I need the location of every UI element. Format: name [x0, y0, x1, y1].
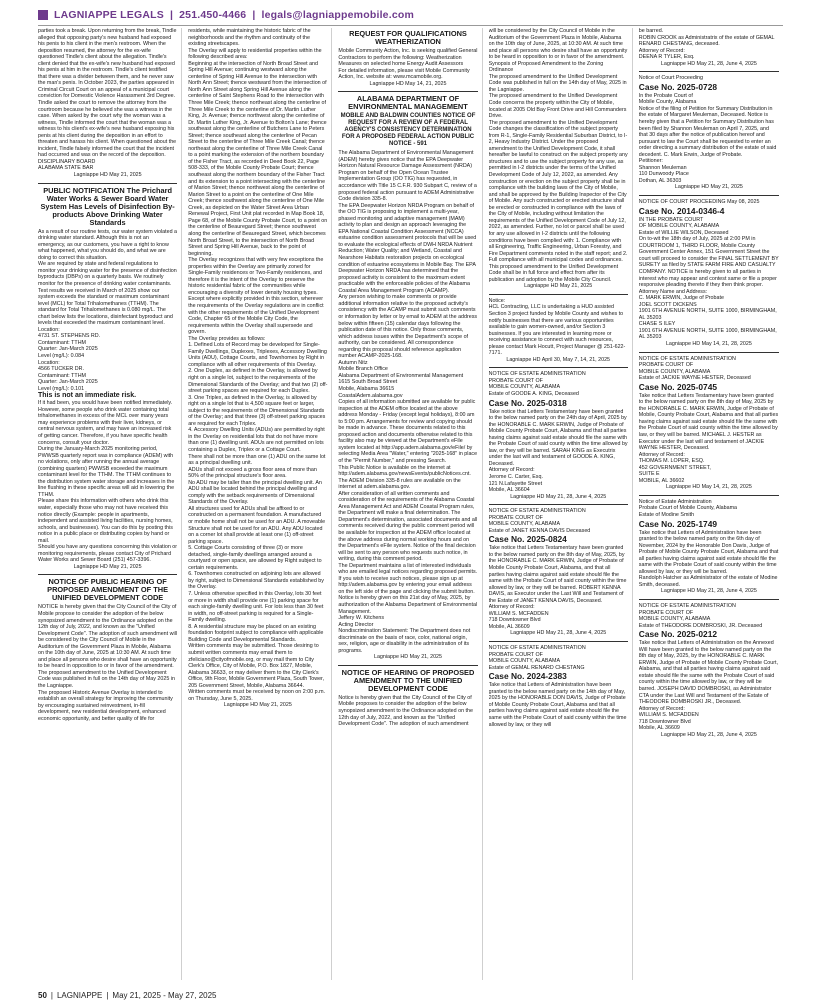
case-number: Case No. 2025-1749 [638, 518, 718, 529]
notice-paragraph: 8. A residential structure may be placed on an existing foundation footprint subject to compliance with applicable Building Code and Developmental Standards. [188, 623, 324, 643]
notice-divider [338, 91, 477, 92]
notice-bold-lead: This is not an immediate risk. [38, 392, 137, 400]
notice-paragraph: The Alabama Department of Environmental Management (ADEM) hereby gives notice that the EPA Deepwater Horizon Natural Resource Damage Assessment (NRDA) Program on behalf of the Open Ocean Trustee Implementation Group (OO TIG) has requested, in accordance with Title 15 C.F.R. 930 Subpart C, review of a proposed federal action pursuant to ADEM Administrative Code division 335-8. [338, 150, 477, 203]
notice-paragraph: Notice is hereby given that the City Council of the City of Mobile proposes to consider the adoption of the below synopsized amendment to the Ordinance adopted on the 12th day of July, 2022, and known as the "Unified Development Code". The adoption of such amendment [338, 694, 473, 728]
notice-paragraph: Shannon Meuleman [638, 164, 687, 171]
notice-paragraph: Written comments may be submitted. Those desiring to submit written comments may email them to zfeliciano@cityofmobile.org, or may mail them to City Clerk's Office, City of Mobile, P.O. Box 1827, Mobile, Alabama 36633, or may deliver them to the City Clerk's Office, 9th Floor, Mobile Government Plaza, South Tower, 205 Government Street, Mobile, Alabama 36644. [188, 643, 325, 689]
notice-paragraph: WILLIAM S. MCFADDEN [638, 712, 699, 719]
notice-signoff: Lagniappe HD May 21, 2025 [73, 563, 142, 570]
notice-signoff: Lagniappe HD May 21, 28, June 4, 2025 [660, 60, 757, 67]
notice-paragraph: Dothan, AL 36303 [638, 177, 682, 184]
notice-paragraph: 7. Unless otherwise specified in this Overlay, lots 30 feet or more in width shall provide one (1) parking space for each single-family dwelling unit. For lots less than 30 feet in width, no off-street parking is required for a Single-Family dwelling. [188, 591, 324, 624]
notice-paragraph: Mobile, Alabama 36615 [338, 385, 395, 392]
notice-paragraph: 6. Townhomes constructed on adjoining lots are allowed by right, subject to Dimensional Standards established by the Overlay. [188, 571, 324, 591]
notice-paragraph: Acting Director [338, 621, 374, 628]
notice-paragraph: As a result of our routine tests, our water system violated a drinking water standard. Although this is not an emergency, as our customers, you have a right to know what happened, what you should do, and what we are doing to correct this situation. [38, 228, 178, 261]
legal-notice [639, 499, 779, 595]
notice-paragraph: NOTICE OF ESTATE ADMINISTRATION [638, 355, 736, 362]
notice-divider [338, 665, 477, 666]
notice-paragraph: Location: [38, 326, 60, 333]
notice-divider [489, 294, 628, 295]
header-email-link[interactable]: legals@lagniappemobile.com [261, 8, 415, 21]
notice-paragraph: Contaminant: TTHM [38, 372, 87, 379]
notice-paragraph: DEENA R TYLER, Esq. [638, 54, 695, 61]
notice-paragraph: PROBATE COURT OF [638, 609, 694, 616]
notice-heading: ALABAMA DEPARTMENT OF ENVIRONMENTAL MANAGEMENT [348, 94, 468, 112]
notice-paragraph: ADUs shall not exceed a gross floor area of more than 50% of the principal structure's floor area. [188, 466, 317, 480]
notice-signoff: Lagniappe HD May 21, 2025 [674, 184, 743, 191]
notice-signoff: Lagniappe HD May 21, 28, June 4, 2025 [510, 630, 607, 637]
legal-notice [489, 298, 628, 363]
notice-paragraph: Contaminant: TTHM [38, 339, 87, 346]
notice-divider [489, 504, 628, 505]
notice-signoff: Lagniappe HD May 14, 21, 28, 2025 [665, 484, 752, 491]
notice-divider [639, 599, 779, 600]
notice-paragraph: Alabama Department of Environmental Management [338, 372, 464, 379]
notice-paragraph: C. MARK ERWIN, Judge of Probate [638, 295, 724, 302]
notice-paragraph: 1901 6TH AVENUE NORTH, SUITE 1000, BIRMINGHAM, AL 35203 [638, 327, 777, 341]
notice-paragraph: CHASE S ILEY [638, 321, 676, 328]
notice-paragraph: Beginning at the intersection of North Broad Street and Spring Hill Avenue; continuing westward along the centerline of Spring Hill Avenue to the intersection with North Ann Street; thence westward from the intersection of North Ann Street along Spring Hill Avenue along the centerline of Saint Stephens Road to the intersection with Three Mile Creek; thence northeast along the centerline of Three Mile Creek to the centerline of Dr. Martin Luther King, Jr. Avenue; thence northwest along the centerline of Dr. Martin Luther King, Jr. Avenue to Bolton's Lane; thence southeast along the centerline of Butchers Lane to Peters Street; thence southeast along the centerline of Pecan Street to the centerline of Three Mile Creek Canal; thence northeast along the centerline of Three Mile Creek Canal to a point marking the extension of the northern boundary of the Fisher Tract, as recorded in Deed Book 22, Page 508-333, of the Mobile County Probate Court; thence southeast along the northern boundary of the Fisher Tract and its extension to a point intersecting with the centerline of Marion Street; thence northwest along the centerline of Marion Street to a point on the centerline of One Mile Creek; thence southwest along the centerline of One Mile Creek, as depicted on the Water Street Area Urban Renewal Project, First Unit plat recorded in Map Book 18, Page 68, of the Mobile County Probate Court, to a point on the centerline of Beauregard Street; thence southwest along the centerline of Beauregard Street, which becomes North Broad Street, to the intersection of North Broad Street and Spring Hill Avenue, back to the point of beginning. [188, 60, 328, 257]
notice-paragraph: 4. Accessory Dwelling Units (ADUs) are permitted by right in the Overlay on residential lots that do not have more than one (1) dwelling unit. ADUs are not permitted on lots containing a Duplex, Triplex or a Cottage Court. [188, 427, 325, 453]
notice-paragraph: Level (mg/L): 0.084 [38, 352, 85, 359]
notice-paragraph: Jeffery W. Kitchens [338, 615, 385, 622]
notice-signoff: Lagniappe HD April 30, May 7, 14, 21, 2025 [506, 356, 611, 363]
notice-paragraph: 3. One Triplex, as defined in the Overlay, is allowed by right on a single lot that is 4,500 square feet or larger, subject to the requirements of the Dimensional Standards of the Overlay; and that three (3) off-street parking spaces are required for each Triplex. [188, 394, 326, 427]
notice-paragraph: Probate Court of Mobile County, Alabama [638, 505, 738, 512]
footer-dates: May 21, 2025 - May 27, 2025 [112, 990, 217, 1000]
notice-paragraph: JOEL SCOTT DICKENS [638, 301, 697, 308]
notice-paragraph: After consideration of all written comments and consideration of the requirements of the Alabama Coastal Area Management Act and ADEM Coastal Program rules, the Department will make a final determination. The Department's determination, associated documents and all comments received during the public comment period will be available for inspection at the ADEM office located at the above address during normal working hours and on the Department's eFile system. Notice of the final decision will be sent to any person who requests such notice, in writing, during this comment period. [338, 490, 478, 563]
notice-paragraph: WILLIAM S. MCFADDEN [488, 610, 549, 617]
notice-signoff: Lagniappe HD May 14, 21, 2025 [369, 80, 447, 87]
notice-paragraph: will be considered by the City Council of Mobile in the Auditorium of the Government Plaza in Mobile, Alabama on the 10th day of June, 2025, at 10:30 AM. At such time and place all persons who desire shall have an opportunity to be heard in opposition to or in favor of the amendment. [488, 28, 628, 61]
case-number: Case No. 2025-0318 [488, 397, 567, 408]
notice-paragraph: PROBATE COURT OF [488, 514, 543, 521]
notice-heading: NOTICE OF PUBLIC HEARING OF PROPOSED AMENDMENT OF THE UNIFIED DEVELOPMENT CODE [47, 577, 169, 603]
notice-paragraph: Take notice that Letters Testamentary have been granted to the below named party on the 24th day of April, 2025 by the HONORABLE C. MARK ERWIN, Judge of Probate of Mobile County Probate Court, Alabama and that all parties having claims against said estate should file the same with the Probate Court of said county within the time allowed by law, or they will be barred. SARAH KING as Executrix under the last will and testament of GOODE A. KING, Deceased. [488, 408, 628, 467]
notice-paragraph: Autumn Nitz [338, 359, 368, 366]
footer-separator: | [106, 990, 109, 1000]
notice-paragraph: SUITE E [638, 471, 660, 478]
notice-paragraph: 4731 ST. STEPHENS RD. [38, 333, 101, 340]
notice-paragraph: CoastalAdem.alabama.gov [338, 392, 403, 399]
legal-notice [188, 28, 327, 709]
notice-column [188, 28, 332, 980]
notice-paragraph: The proposed amendment to the Unified Development Code was published in full on the 14th day of May, 2025 in the Lagniappe. [488, 73, 627, 93]
case-number: Case No. 2025-0824 [488, 534, 567, 545]
notice-divider [38, 183, 177, 184]
notice-paragraph: 1615 South Broad Street [338, 379, 398, 386]
notice-paragraph: Estate of THEODORE DOMBROSKI, JR. Deceased [638, 622, 763, 629]
header-separator: | [252, 8, 256, 21]
notice-paragraph: NOTICE OF ESTATE ADMINISTRATION [488, 645, 586, 652]
notice-paragraph: parties took a break. Upon returning from the break, Tindle alleged that opposing party's new husband had exposed his penis to his client in the men's restroom. When the deposition resumed, the attorney for the ex-wife questioned Tindle's client about the allegation. Tindle's client denied that the ex-wife's new husband had exposed his penis at him in the restroom. Tindle's client testified that there was a divider between them, and he never saw the man's penis. In October 2023, the parties appeared in Criminal Circuit Court on an appeal of a municipal court conviction for Domestic Violence Harassment 3rd Degree. Tindle asked the court to remove the attorney from the courtroom because he believed she was a witness in the case. When asked by the court why the woman was a witness, Tindle informed the court that the woman was a witness to his client's ex-wife's new husband exposing his penis at his client during the deposition in an effort to threaten and harass his client. When questioned about the incident, Tindle falsely informed the court that the incident had occurred and was on the record of the deposition. [38, 28, 177, 159]
notice-paragraph: NOTICE OF ESTATE ADMINISTRATION [488, 508, 586, 515]
notice-subheading: MOBILE AND BALDWIN COUNTIES NOTICE OF REQUEST FOR A REVIEW OF A FEDERAL AGENCY'S CONSISTENCY DETERMINATION FOR A PROPOSED FEDERAL ACTION PUBLIC NOTICE - 591 [340, 113, 476, 148]
notice-paragraph: Written comments must be received by noon on 2:00 p.m. on Thursday, June 5, 2025. [188, 689, 326, 702]
notice-paragraph: Estate of JACKIE WAYNE HESTER, Deceased [638, 375, 751, 382]
legal-notice [38, 28, 177, 179]
notice-signoff: Lagniappe HD May 21, 28, June 4, 2025 [660, 588, 757, 595]
legal-notice [639, 199, 779, 347]
notice-paragraph: NOTICE is hereby given that the City Council of the City of Mobile propose to consider the adoption of the below synopsized amendment to the Ordinance adopted on the 12th day of July, 2022, and known as the "Unified Development Code". The adoption of such amendment will be considered by the City Council of Mobile in the Auditorium of the Government Plaza in Mobile, Alabama on the 10th day of June, 2025 at 10:30 AM. At such time and place all persons who desire shall have an opportunity to be heard in opposition to or in favor of the amendment. [38, 604, 178, 670]
legal-notice [38, 578, 177, 722]
section-title: LAGNIAPPE LEGALS [54, 8, 164, 21]
notice-paragraph: ALABAMA STATE BAR [38, 165, 94, 172]
notice-paragraph: 718 Downtowner Blvd [488, 617, 541, 624]
legal-notice [639, 603, 779, 738]
notice-paragraph: The Overlay will apply to residential properties within the following described area: [188, 47, 322, 61]
notice-paragraph: For detailed information, please visit Mobile Community Action, Inc. website at: www.mcamobile.org. [338, 67, 470, 81]
notice-paragraph: DISCIPLINARY BOARD [38, 158, 96, 165]
notice-paragraph: be barred. [638, 28, 664, 34]
legal-notice [639, 356, 779, 491]
notice-signoff: Lagniappe HD May 21, 2025 [373, 654, 442, 661]
notice-paragraph: 110 Dunwoody Place [638, 171, 689, 178]
notice-paragraph: Notice of the filing of Petition for Summary Distribution in the estate of Margaret Meuleman, Deceased. Notice is hereby given that a Petition for Summary Distribution has been filed by Shannon Meuleman on April 7, 2025, and that 30 days after the notice of publication hereof and pursuant to law the Court shall be requested to enter an order directing a summary distribution of the estate of said decedent. C. Mark Erwin, Judge of Probate. [638, 105, 777, 158]
legal-notice [338, 669, 477, 728]
notice-paragraph: The Department maintains a list of interested individuals who are emailed legal notices regarding proposed permits. If you wish to receive such notices, please sign up at http://adem.alabama.gov by entering your email address on the left side of the page and clicking the submit button. [338, 562, 478, 595]
notice-paragraph: Should you have any questions concerning this violation or monitoring requirements, please contact City of Prichard Water Works and Sewer Board (251) 457-3396. [38, 544, 178, 564]
header-rule [38, 25, 783, 26]
notice-paragraph: NOTICE OF COURT PROCEEDING May 08, 2025 [638, 199, 760, 206]
notice-paragraph: We are required by state and federal regulations to monitor your drinking water for the presence of disinfection byproducts (DBPs) on a quarterly basis. We routinely monitor for the presence of drinking water contaminants. Test results we received in March of 2025 show our system exceeds the standard or maximum contaminant level (MCL) for Total Trihalomethanes (TTHM). The standard for Total Trihalomethanes is 0.080 mg/L. The chart below lists the locations, disinfectant byproduct and levels that exceeded the maximum contaminant level. [38, 261, 177, 327]
notice-divider [38, 574, 177, 575]
notice-paragraph: 4566 TUCKER DR. [38, 366, 84, 373]
legal-notice [639, 75, 779, 191]
notice-signoff: Lagniappe HD May 21, 28, June 4, 2025 [510, 493, 607, 500]
notice-paragraph: The proposed amendment to the Unified Development Code changes the classification of the subject property from R-1, Single-Family Residential Suburban District, to I-2, Heavy Industry District. Under the proposed amendment to the Unified Development Code, it shall hereafter be lawful to construct on the subject property any structures and to use the subject property for any use, as permitted in I-2 districts under the terms of the Unified Development Code of July 12, 2022, as amended. Any construction or erection on the subject property shall be in compliance with the building laws of the City of Mobile, and shall be approved by the Building Inspector of the City of Mobile. Any such constructed or erected structure shall be erected or constructed in compliance with the laws of the City of Mobile, including without limitation the requirements of the Unified Development Code of July 12, 2022, as amended. Further, no lot or parcel shall be used for any use allowed in I-2 districts until the following conditions have been complied with: 1. Compliance with all Engineering, Traffic Engineering, Urban Forestry, and Fire Department comments noted in the staff report; and 2. Full compliance with all municipal codes and ordinances. [488, 119, 628, 264]
notice-divider [639, 352, 779, 353]
footer-separator: | [50, 990, 53, 1000]
notice-paragraph: Please share this information with others who drink this water, especially those who may not have received this notice directly (Example: people in apartments, independent and assisted living facilities, nursing homes, schools, and businesses). You can do this by posting this notice in a public place or distributing copies by hand or mail. [38, 498, 173, 544]
notice-paragraph: Notice of Court Proceeding [638, 75, 703, 82]
legal-notice [489, 28, 628, 290]
notice-paragraph: Mobile, AL 36609 [638, 725, 680, 732]
case-number: Case No. 2024-2383 [488, 671, 567, 682]
notice-signoff: Lagniappe HD May 21, 2025 [223, 702, 292, 709]
notice-paragraph: Take notice that Letters Testamentary have been granted to the below named party on the 8th day of May, 2025 by the HONORABLE C. MARK ERWIN, Judge of Probate of Mobile, County Probate Court, Alabama and that all parties having claims against said estate should file the same with the Probate Court of said county within the time allowed by law, or they will be barred. MICHAEL J. HESTER as Executor under the last will and testament of JACKIE WAYNE HESTER, Deceased. [638, 392, 779, 452]
notice-paragraph: 121 N.Lafayette Street [488, 480, 543, 487]
footer-publication: LAGNIAPPE [56, 990, 103, 1000]
notice-paragraph: 1. Defined Lots of Record may be developed for Single-Family Dwellings, Duplexes, Triplexes, Accessory Dwelling Units (ADU), Cottage Courts, and Townhomes by Right in compliance with all other requirements of this Overlay. [188, 342, 327, 368]
notice-paragraph: Attorney of Record: [488, 467, 535, 474]
case-number: Case No. 2014-0346-4 [638, 205, 725, 216]
notice-paragraph: HCL Contracting, LLC is undertaking a HUD assisted Section 3 project funded by Mobile County and wishes to notify businesses that there are various opportunities available to gain women-owned, and/or Section 3 businesses. If you are interested in learning more or receiving assistance to connect with such resources, please contact Mark Hocutt, Project Manager @ 251-622-7171. [488, 304, 626, 357]
notice-paragraph: Notice is hereby given on this 21st day of May, 2025, by authorization of the Alabama Department of Environmental Management. [338, 595, 478, 615]
legal-notice [489, 645, 628, 728]
notice-paragraph: Estate of Modine Smith [638, 512, 695, 518]
notice-divider [489, 641, 628, 642]
notice-paragraph: All structures used for ADUs shall be affixed to or constructed on a permanent foundation. A manufactured or mobile home shall not be used for an ADU. A moveable Structure shall not be used for an ADU. Any ADU located on a corner lot shall provide at least one (1) off-street parking space. [188, 505, 326, 545]
notice-paragraph: Jerome C. Carter, Esq. [488, 474, 543, 480]
notice-paragraph: Quarter: Jan-March 2025 [38, 346, 98, 353]
notice-paragraph: MOBILE, AL 36602 [638, 477, 685, 484]
notice-paragraph: If it had been, you would have been notified immediately. However, some people who drink water containing total trihalomethanes in excess of the MCL over many years may experience problems with their liver, kidneys, or central nervous system, and may have an increased risk of getting cancer. Therefore, if you have specific health concerns, consult your doctor. [38, 400, 173, 446]
legal-notice [489, 508, 628, 637]
notice-signoff: Lagniappe HD May 21, 28, June 4, 2025 [660, 731, 757, 738]
notice-paragraph: There shall not be more than one (1) ADU on the same lot as a principal dwelling unit. [188, 453, 326, 467]
notice-paragraph: MOBILE COUNTY, ALABAMA [488, 384, 561, 391]
notice-paragraph: MOBILE COUNTY, ALABAMA [638, 616, 711, 623]
notice-paragraph: During the January-March 2025 monitoring period, PWWSB quarterly report was in compliance (ADEM) with no violations, only after running the annual average (combining quarters) PWWSB exceeded the maximum contaminant level for the TTHM. The TTHM continues to the distribution system water storage and increases in the line flushing in these specific areas will aid in lowering the TTHM. [38, 446, 175, 498]
notice-paragraph: This proposed amendment to the Unified Development Code shall be in full force and effect from after its publication and adoption by the Mobile City Council. [488, 263, 619, 283]
notice-paragraph: MOBILE COUNTY, ALABAMA [638, 368, 711, 375]
notice-paragraph: IN THE PROBATE COURT [638, 216, 704, 223]
notice-paragraph: 2. One Duplex, as defined in the Overlay, is allowed by right on a single lot, subject to the requirements of the Dimensional Standards of the Overlay; and that two (2) off-street parking spaces are required for each Duplex. [188, 368, 328, 395]
case-number: Case No. 2025-0212 [638, 629, 718, 640]
notice-paragraph: This Public Notice is available on the internet at http://adem.alabama.gov/newsEvents/publicNotices.cnt. The ADEM Division 335-8 rules are available on the internet at adem.alabama.gov. [338, 464, 471, 491]
legal-notice [338, 95, 477, 661]
notice-paragraph: Attorney of Record: [638, 705, 685, 712]
header-separator: | [169, 8, 174, 21]
case-number: Case No. 2025-0745 [638, 381, 718, 392]
legal-notice [38, 187, 177, 571]
notice-paragraph: Take notice that Letters Testamentary have been granted to the below named party on the 8th day of May, 2025, by the HONORABLE C. MARK ERWIN, Judge of Probate of Mobile County Probate Court, Alabama, and that all parties having claims against said estate should file the same with the Probate Court of said county within the time allowed by law, or they will be barred. ROBERT KENNA DAVIS, as Executor under the Last Will and Testament of the Estate of JANET KENNA DAVIS, Deceased. [488, 545, 627, 604]
notice-paragraph: MOBILE COUNTY, ALABAMA [488, 521, 561, 528]
notice-paragraph: Take notice that Letters of Administration on the Annexed Will have been granted to the below named party on the 8th day of May, 2025, by the HONORABLE C. MARK ERWIN, Judge of Probate of Mobile County Probate Court, Alabama, and that all parties having claims against said estate should file the same with the Probate Court of said county within the time allowed by law, or they will be barred. JOSEPH DAVID DOMBROSKI, as Administrator CTA under the Last Will and Testament of the Estate of THEODORE DOMBROSKI JR., Deceased. [638, 640, 779, 706]
notice-paragraph: Mobile County, Alabama [638, 99, 697, 106]
notice-paragraph: Estate of JANET KENNA DAVIS Deceased [488, 527, 591, 534]
notice-paragraph: NOTICE OF ESTATE ADMINISTRATION [488, 371, 586, 378]
notice-paragraph: Estate of WILLIE WILSON, Deceased [638, 229, 729, 236]
notice-paragraph: The EPA Deepwater Horizon NRDA Program on behalf of the OO TIG is proposing to implement a multi-year, phased monitoring and adaptive management (MAM) activity to plan and design an approach leveraging the EPA National Coastal Condition Assessment (NCCA) estuarine condition assessment protocols that will be used to evaluate the ecological effects of DWH NRDA Nutrient Reduction; Water Quality; and Wetland, Coastal and Nearshore Habitats restoration projects on ecological condition of estuarine ecosystems in Mobile Bay. The EPA Deepwater Horizon NRDA has determined that the proposed activity is consistent to the maximum extent practicable with the enforceable policies of the Alabama Coastal Area Management Program (ACAMP). [338, 202, 477, 294]
notice-paragraph: Notice: [488, 297, 506, 304]
page-footer [38, 988, 783, 1002]
notice-divider [639, 495, 779, 496]
notice-paragraph: Quarter: Jan-March 2025 [38, 379, 98, 386]
notice-paragraph: Mobile, AL 36604 [488, 487, 530, 494]
notice-paragraph: ROBIN CROOK as Administratrix of the estate of GEMAL RENARD CHESTANG, deceased. [638, 34, 775, 48]
notice-heading: PUBLIC NOTIFICATION The Prichard Water Works & Sewer Board Water System Has Levels of Disinfection By-products Above Drinking Water Standards [40, 185, 175, 227]
notice-paragraph: 5. Cottage Courts consisting of three (3) or more detached, single-family dwellings arranged around a courtyard or open space, are allowed by Right subject to certain requirements. [188, 545, 322, 571]
notice-paragraph: Copies of all information submitted are available for public inspection at the ADEM office located at the above address Monday - Friday (except legal holidays), 8:00 am to 5:00 pm. Arrangements for review and copying should be made in advance. These documents related to this proposed action and documents otherwise related to this facility also may be viewed at the Department's eFile system located at http://app.adem.alabama.gov/eFile/ by selecting Media Area "Water," entering "2025-168" in place of the "Permit Number," and pressing Search. [338, 399, 478, 464]
notice-paragraph: THOMAS M. LOPER, ESQ. [638, 458, 705, 465]
notice-paragraph: Attorney Name and Address: [638, 288, 708, 295]
notice-paragraph: Nondiscrimination Statement: The Department does not discriminate on the basis of race, color, national origin, sex, religion, age or disability in the administration of its programs. [338, 628, 471, 654]
notice-paragraph: residents, while maintaining the historic fabric of the neighborhoods and the rhythm and continuity of the existing streetscapes. [188, 28, 311, 48]
notice-paragraph: In the Probate Court of [638, 92, 693, 99]
notice-paragraph: The Overlay recognizes that with very few exceptions the properties within the Overlay are primarily zoned for Single-Family residences or Two-Family residences, and therefore it is the intent of the Overlay to preserve the historic residential fabric of the communities while encouraging a diversity of lower density housing types. Except where explicitly provided in this section, wherever the requirements of the Overlay regulations are in conflict with the other requirements of the Unified Development Code, Chapter 65 of the Mobile City Code, the requirements within the Overlay shall supersede and govern. [188, 257, 324, 336]
notice-signoff: Lagniappe HD May 21, 2025 [73, 172, 142, 179]
notice-paragraph: Attorney of Record: [488, 604, 535, 611]
case-number: Case No. 2025-0728 [638, 81, 718, 92]
page-number: 50 [38, 990, 47, 1000]
notice-paragraph: Estate of GEMAL RENARD CHESTANG [488, 664, 585, 671]
notice-paragraph: The proposed Historic Avenue Overlay is intended to establish an overall strategy for improving the community by encouraging sustained reinvestment, in-fill development, new residential development, enhanced economic opportunity, and better quality of life for [38, 689, 173, 722]
section-square-icon [38, 10, 48, 20]
notice-paragraph: Mobile, AL 36609 [488, 623, 530, 630]
legal-notice-columns [38, 28, 783, 980]
notice-paragraph: OF MOBILE COUNTY, ALABAMA [638, 223, 720, 230]
notice-paragraph: No ADU may be taller than the principal dwelling unit. An ADU shall be located behind the principal dwelling and comply with the setback requirements of Dimensional Standards of the Overlay. [188, 479, 322, 506]
notice-paragraph: MOBILE COUNTY, ALABAMA [488, 658, 561, 665]
notice-paragraph: The proposed amendment to the Unified Development Code was published in full on the 14th day of May 2025 in the Lagniappe. [38, 669, 175, 690]
notice-paragraph: On to-wit the 18th day of July, 2025 at 2:00 PM in COURTROOM 1, THIRD FLOOR, Mobile County Government Center Annex, 151 Government Street the court will proceed to consider the FINAL SETTLEMENT BY SURETY as filed by STATE FARM FIRE AND CASUALTY COMPANY. NOTICE is hereby given to all parties in interest who may appear and contest same or file a proper responsive pleading thereto if they then think proper. [638, 236, 779, 289]
notice-heading: REQUEST FOR QUALIFICATIONS WEATHERIZATION [349, 29, 467, 46]
notice-paragraph: Randolph Hatcher as Administrator of the estate of Modine Smith, deceased. [638, 575, 778, 588]
notice-paragraph: Attorney of Record: [638, 47, 685, 54]
legal-notice [338, 30, 477, 87]
page-header [38, 6, 783, 23]
notice-paragraph: Level (mg/L): 0.101 [38, 385, 85, 392]
legal-notice [639, 28, 779, 67]
notice-column [639, 28, 783, 980]
notice-signoff: Lagniappe HD May 14, 21, 28, 2025 [665, 340, 752, 347]
header-phone: 251.450-4466 [179, 8, 247, 21]
notice-signoff: Lagniappe HD May 21, 2025 [524, 283, 593, 290]
notice-paragraph: The proposed amendment to the Unified Development Code concerns the property within the City of Mobile, located at 2005 Old Bay Front Drive and Hill Commanders Drive. [488, 93, 627, 120]
notice-divider [639, 71, 779, 72]
notice-paragraph: Any person wishing to make comments or provide additional information relative to the proposed activity's consistency with the ACAMP must submit such comments or information by letter or by email to ADEM at the address below within fifteen (15) calendar days following the publication date of this notice. Only those comments, which address issues within the Department's scope of authority, can be considered. All correspondence regarding this proposal should reference application number ACAMP-2025-168. [338, 294, 478, 360]
notice-paragraph: 1901 6TH AVENUE NORTH, SUITE 1000, BIRMINGHAM, AL 35203 [638, 308, 777, 321]
notice-paragraph: Estate of GOODE A. KING, Deceased [488, 390, 579, 397]
notice-paragraph: Synopsis of Proposed Amendment to the Zoning Ordinance [488, 60, 604, 74]
notice-paragraph: Attorney of Record: [638, 451, 685, 458]
notice-divider [489, 367, 628, 368]
notice-paragraph: NOTICE OF ESTATE ADMINISTRATION [638, 603, 736, 610]
notice-paragraph: Notice of Estate Administration [638, 498, 712, 505]
notice-paragraph: Petitioner: [638, 158, 663, 165]
legal-notice [489, 371, 628, 500]
notice-paragraph: Location: [38, 359, 60, 366]
notice-paragraph: 452 GOVERNMENT STREET, [638, 464, 711, 471]
notice-column [338, 28, 482, 980]
notice-paragraph: PROBATE COURT OF [638, 362, 694, 369]
notice-divider [639, 195, 779, 196]
notice-paragraph: Mobile Branch Office [338, 366, 388, 373]
notice-column [38, 28, 182, 980]
notice-paragraph: PROBATE COURT OF [488, 651, 543, 658]
notice-paragraph: The Overlay provides as follows: [188, 335, 266, 342]
notice-column [489, 28, 633, 980]
notice-heading: NOTICE OF HEARING OF PROPOSED AMENDMENT TO THE UNIFIED DEVELOPMENT CODE [341, 667, 475, 693]
notice-paragraph: Take notice that Letters of Administration have been granted to the below named party on the 14th day of May, 2025 by the HONORABLE DON DAVIS, Judge of Probate of Mobile County Probate Court, Alabama and that all parties having claims against said estate should file the same with the Probate Court of said county within the time allowed by law, or they will [488, 682, 627, 728]
notice-paragraph: Take notice that Letters of Administration have been granted to the below named party on the 6th day of November, 2024 by the Honorable Don Davis, Judge of Probate of Mobile County Probate Court, Alabama and that all parties having claims against said estate should file the same with the Probate Court of said county within the time allowed by law, or they will be barred. [638, 529, 779, 575]
notice-paragraph: Mobile Community Action, Inc. is seeking qualified General Contractors to perform the following: Weatherization Measures on selected home Energy Audit Assessors [338, 48, 478, 68]
notice-paragraph: 718 Downtowner Blvd [638, 718, 691, 725]
notice-paragraph: PROBATE COURT OF [488, 377, 543, 384]
